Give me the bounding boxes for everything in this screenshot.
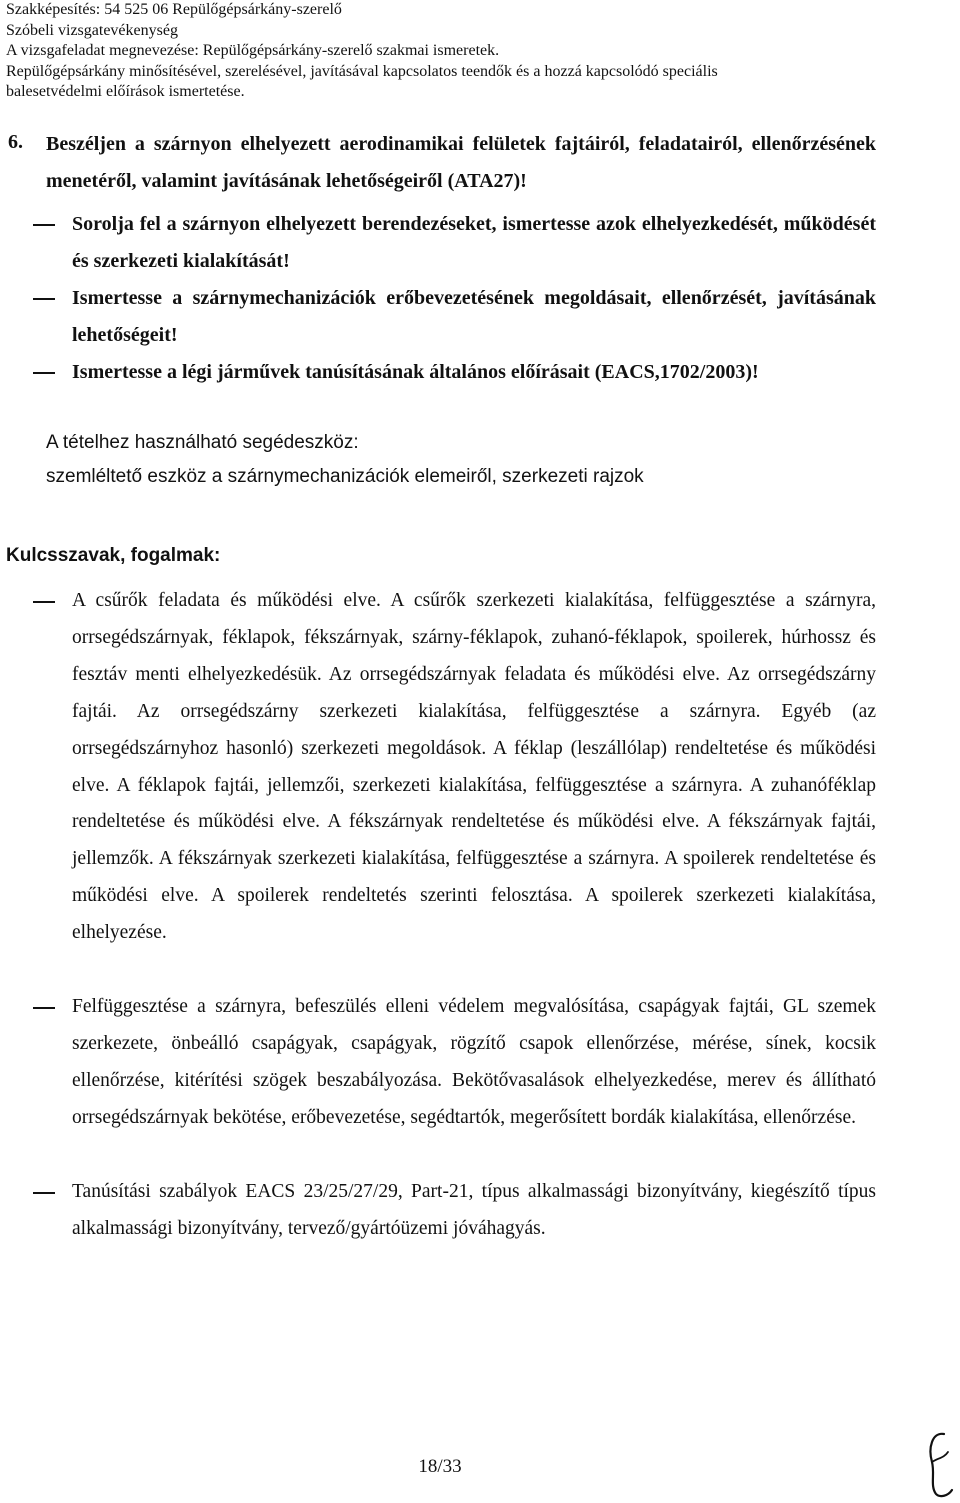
page-header xyxy=(6,0,946,103)
signature-mark xyxy=(922,1428,956,1500)
bullet-dash xyxy=(33,601,55,603)
question-number: 6. xyxy=(8,131,23,153)
header-task-name: A vizsgafeladat megnevezése: Repülőgépsárkány-szerelő szakmai ismeretek. xyxy=(6,42,500,59)
bullet-dash xyxy=(33,224,55,226)
aux-tools-text: szemléltető eszköz a szárnymechanizációk elemeiről, szerkezeti rajzok xyxy=(46,466,644,487)
aux-tools-title: A tételhez használható segédeszköz: xyxy=(46,432,359,453)
bullet-dash xyxy=(33,1007,55,1009)
header-qualification: Szakképesítés: 54 525 06 Repülőgépsárkány-szerelő xyxy=(6,1,342,18)
keywords-item-3: Tanúsítási szabályok EACS 23/25/27/29, Part-21, típus alkalmassági bizonyítvány, kiegészítő típus alkalmassági bizonyítvány, tervező/gyártóüzemi jóváhagyás. xyxy=(72,1181,876,1239)
keywords-item-2: Felfüggesztése a szárnyra, befeszülés elleni védelem megvalósítása, csapágyak fajtái, GL szemek szerkezete, önbeálló csapágyak, csapágyak, rögzítő csapok ellenőrzése, mérése, sínek, kocsik ellenőrzése, kitérítési szögek beszabályozása. Bekötővasalások elhelyezkedése, merev és állítható orrsegédszárnyak bekötése, erőbevezetése, segédtartók, megerősített bordák kialakítása, ellenőrzése. xyxy=(72,996,876,1128)
page-number: 18/33 xyxy=(418,1456,462,1477)
keywords-item-1: A csűrők feladata és működési elve. A csűrők szerkezeti kialakítása, felfüggesztése a szárnyra, orrsegédszárnyak, féklapok, fékszárnyak, szárny-féklapok, zuhanó-féklapok, spoilerek, húrhossz és fesztáv menti elhelyezkedésük. Az orrsegédszárnyak feladata és működési elve. Az orrsegédszárny fajtái. Az orrsegédszárny szerkezeti kialakítása, felfüggesztése a szárnyra. Egyéb (az orrsegédszárnyhoz hasonló) szerkezeti megoldások. A féklap (leszállólap) rendeltetése és működési elve. A féklapok fajtái, jellemzői, szerkezeti kialakítása, felfüggesztése a szárnyra. A zuhanóféklap rendeltetése és működési elve. A fékszárnyak rendeltetése és működési elve. A fékszárnyak fajtái, jellemzők. A fékszárnyak szerkezeti kialakítása, felfüggesztése a szárnyra. A spoilerek rendeltetése és működési elve. A spoilerek rendeltetés szerinti felosztása. A spoilerek szerkezeti kialakítása, elhelyezése. xyxy=(72,590,876,944)
bullet-dash xyxy=(33,298,55,300)
question-item-2: Ismertesse a szárnymechanizációk erőbevezetésének megoldásait, ellenőrzését, javításának lehetőségeit! xyxy=(72,287,876,346)
header-activity: Szóbeli vizsgatevékenység xyxy=(6,21,178,39)
header-topic-line2: balesetvédelmi előírások ismertetése. xyxy=(6,83,245,100)
question-item-3: Ismertesse a légi járművek tanúsításának általános előírásait (EACS,1702/2003)! xyxy=(72,361,759,383)
bullet-dash xyxy=(33,1192,55,1194)
question-intro: Beszéljen a szárnyon elhelyezett aerodinamikai felületek fajtáiról, feladatairól, ellenőrzésének menetéről, valamint javításának lehetőségeiről (ATA27)! xyxy=(46,133,876,192)
keywords-title: Kulcsszavak, fogalmak: xyxy=(6,545,221,566)
bullet-dash xyxy=(33,372,55,374)
header-topic-line1: Repülőgépsárkány minősítésével, szerelésével, javításával kapcsolatos teendők és a hozzá kapcsolódó speciális xyxy=(6,62,718,80)
question-item-1: Sorolja fel a szárnyon elhelyezett berendezéseket, ismertesse azok elhelyezkedését, működését és szerkezeti kialakítását! xyxy=(72,213,876,272)
